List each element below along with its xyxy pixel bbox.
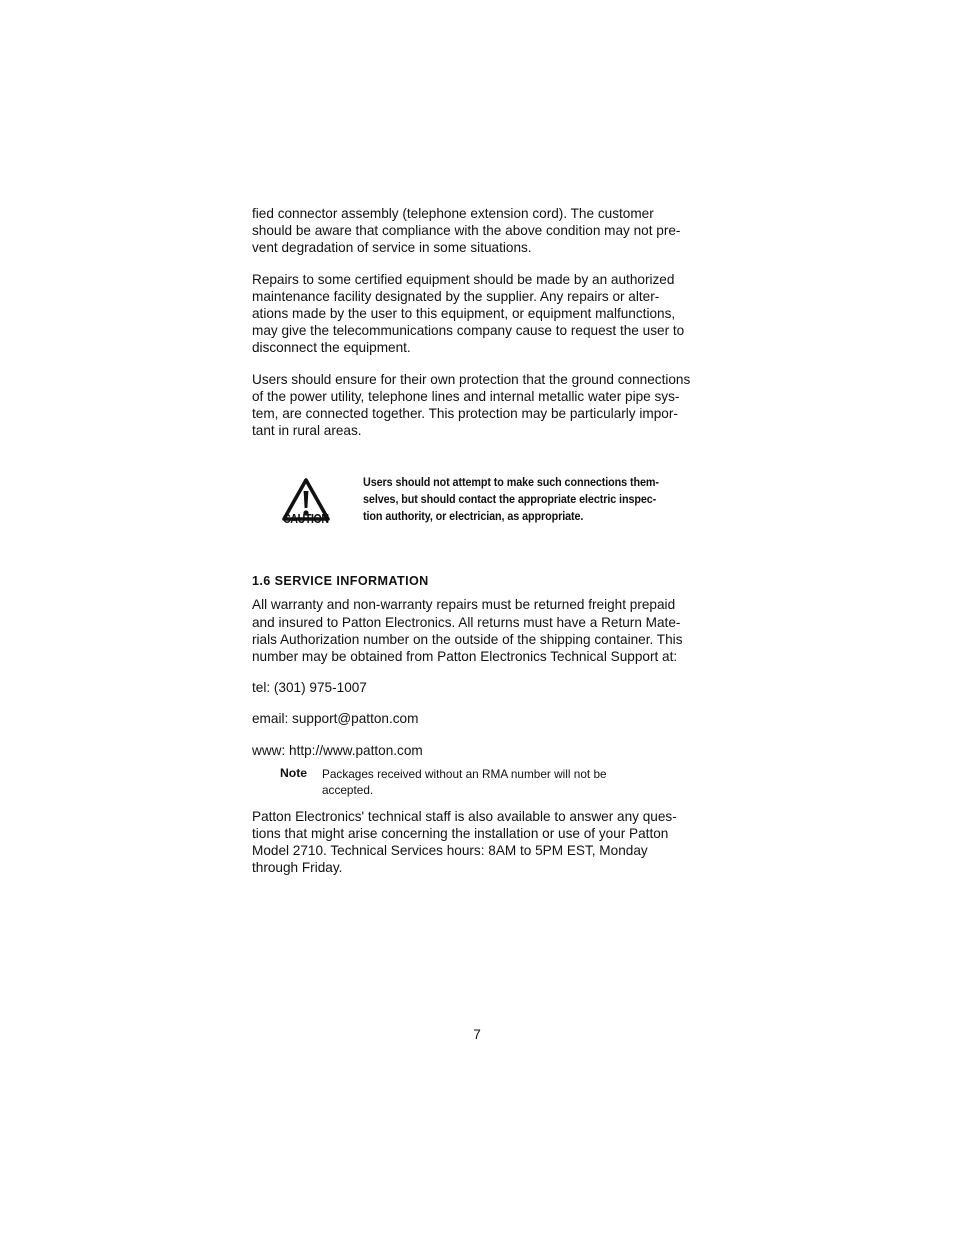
caution-label: CAUTION (283, 511, 329, 527)
paragraph-technical-staff: Patton Electronics' technical staff is also available to answer any ques- tions that might arise concerning the installation or use of your Patton Model 2710. Technical Services hours: 8AM to 5PM EST, Monday through Friday. (252, 808, 677, 876)
contact-tel: tel: (301) 975-1007 (252, 680, 367, 696)
page-body (252, 205, 702, 877)
paragraph-returns: All warranty and non-warranty repairs must be returned freight prepaid and insured to Patton Electronics. All returns must have a Return Mate- rials Authorization number on the outside of the shipping container. This number may be obtained from Patton Electronics Technical Support at: (252, 597, 683, 665)
note-block (252, 765, 702, 799)
contact-email: email: support@patton.com (252, 711, 419, 727)
note-text: Packages received without an RMA number will not be accepted. (322, 766, 607, 797)
paragraph-connector-assembly: fied connector assembly (telephone extension cord). The customer should be aware that compliance with the above condition may not pre- vent degradation of service in some situations. (252, 206, 681, 256)
contact-www: www: http://www.patton.com (252, 742, 423, 758)
paragraph-repairs: Repairs to some certified equipment should be made by an authorized maintenance facility designated by the supplier. Any repairs or alter- ations made by the user to this equipment, or equipment malfunctions, may give the telecommunications company cause to request the user to disconnect the equipment. (252, 271, 685, 356)
caution-text: Users should not attempt to make such connections them- selves, but should contact the appropriate electric inspec- tion authority, or electrician, as appropriate. (363, 475, 659, 524)
note-label: Note (280, 765, 308, 780)
section-heading: 1.6 SERVICE INFORMATION (252, 574, 429, 589)
page-number: 7 (473, 1027, 481, 1042)
paragraph-ground-connections: Users should ensure for their own protection that the ground connections of the power utility, telephone lines and internal metallic water pipe sys- tem, are connected together. This protection may be particularly impor- tant in rural areas. (252, 371, 691, 439)
caution-callout (252, 467, 702, 553)
